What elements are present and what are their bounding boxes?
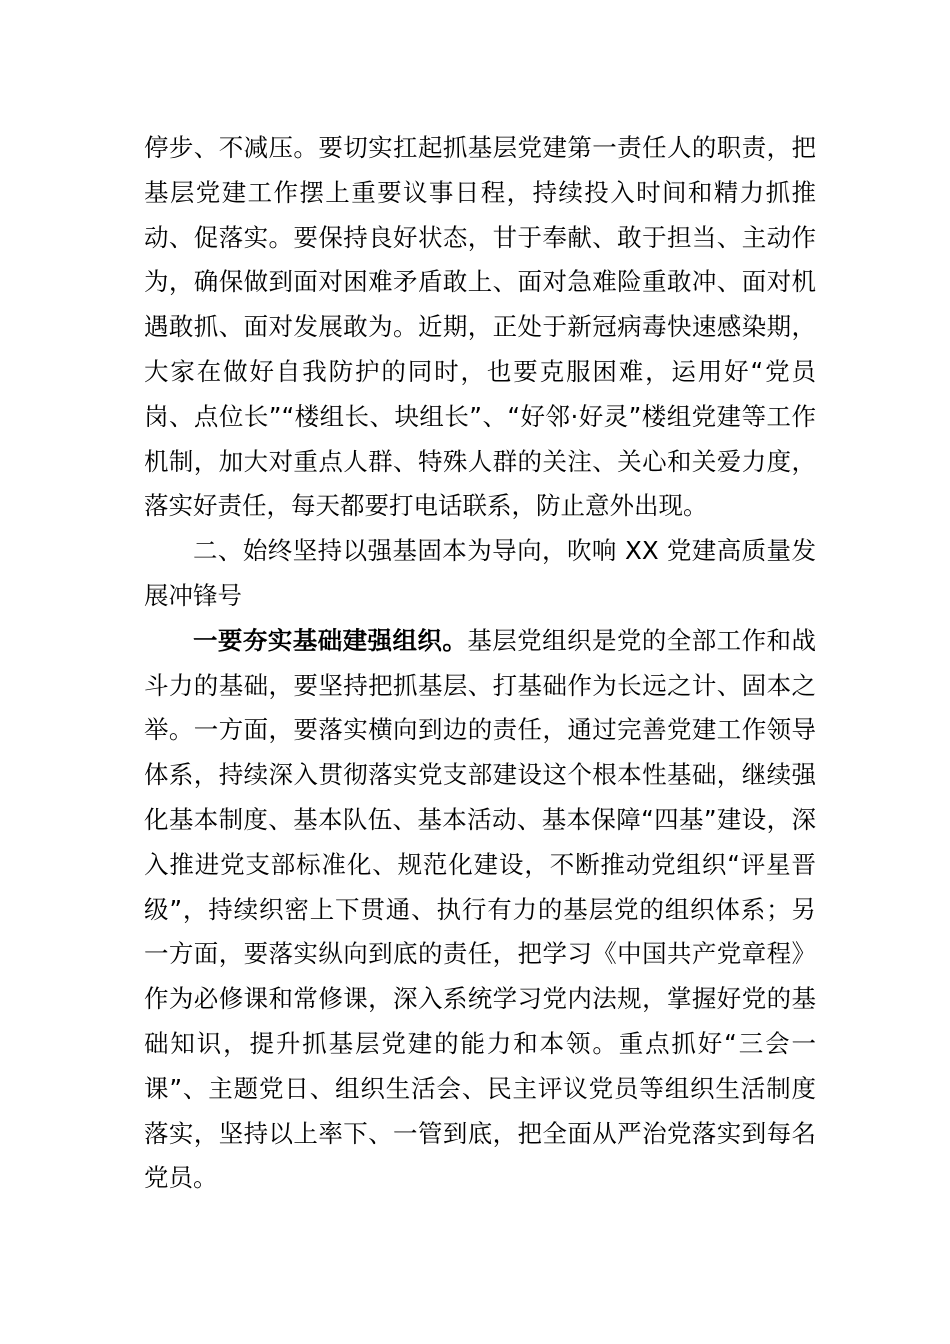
paragraph-text: 基层党组织是党的全部工作和战斗力的基础，要坚持把抓基层、打基础作为长远之计、固本之举。一方面，要落实横向到边的责任，通过完善党建工作领导体系，持续深入贯彻落实党支部建设这个根本性基础，继续强化基本制度、基本队伍、基本活动、基本保障“四基”建设，深入推进党支部标准化、规范化建设，不断推动党组织“评星晋级”，持续织密上下贯通、执行有力的基层党的组织体系；另一方面，要落实纵向到底的责任，把学习《中国共产党章程》作为必修课和常修课，深入系统学习党内法规，掌握好党的基础知识，提升抓基层党建的能力和本领。重点抓好“三会一课”、主题党日、组织生活会、民主评议党员等组织生活制度落实，坚持以上率下、一管到底，把全面从严治党落实到每名党员。: [144, 625, 816, 1193]
paragraph-text: 停步、不减压。要切实扛起抓基层党建第一责任人的职责，把基层党建工作摆上重要议事日程，持续投入时间和精力抓推动、促落实。要保持良好状态，甘于奉献、敢于担当、主动作为，确保做到面对困难矛盾敢上、面对急难险重敢冲、面对机遇敢抓、面对发展敢为。近期，正处于新冠病毒快速感染期，大家在做好自我防护的同时，也要克服困难，运用好“党员岗、点位长”“楼组长、块组长”、“好邻·好灵”楼组党建等工作机制，加大对重点人群、特殊人群的关注、关心和关爱力度，落实好责任，每天都要打电话联系，防止意外出现。: [144, 133, 816, 521]
paragraph-continuation: [144, 126, 816, 529]
section-heading-text: 二、始终坚持以强基固本为导向，吹响 XX 党建高质量发展冲锋号: [144, 536, 816, 610]
paragraph-point-one: [144, 619, 816, 1201]
document-body: [144, 126, 816, 1201]
paragraph-lead-bold: 一要夯实基础建强组织。: [193, 625, 468, 655]
section-heading: [144, 529, 816, 619]
